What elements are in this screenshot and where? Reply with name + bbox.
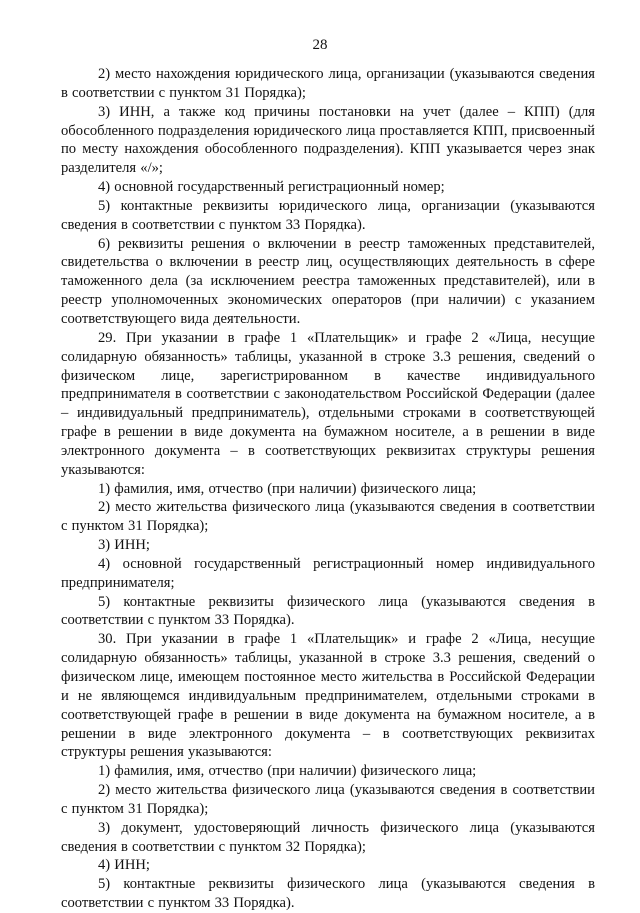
paragraph-entrepreneur-ogrn: 4) основной государственный регистрационный номер индивидуального предпринимателя; [61, 555, 595, 591]
paragraph-clause-29: 29. При указании в графе 1 «Плательщик» и графе 2 «Лица, несущие солидарную обязанность» таблицы, указанной в строке 3.3 решения, сведений о физическом лице, зарегистрированном в качестве индивидуального предпринимателя в соответствии с законодательством Российской Федерации (далее – индивидуальный предприниматель), отдельными строками в соответствующей графе в решении в виде документа на бумажном носителе, а в решении в виде электронного документа – в соответствующих реквизитах структуры решения указываются: [61, 329, 595, 478]
paragraph-legal-entity-inn-kpp: 3) ИНН, а также код причины постановки на учет (далее – КПП) (для обособленного подразделения юридического лица проставляется КПП, присвоенный по месту нахождения обособленного подразделения). КПП указывается через знак разделителя «/»; [61, 103, 595, 177]
paragraph-entrepreneur-name: 1) фамилия, имя, отчество (при наличии) физического лица; [98, 480, 477, 497]
paragraph-entrepreneur-contacts: 5) контактные реквизиты физического лица (указываются сведения в соответствии с пунктом 33 Порядка). [61, 593, 595, 629]
paragraph-individual-name: 1) фамилия, имя, отчество (при наличии) физического лица; [98, 763, 477, 780]
paragraph-individual-residence: 2) место жительства физического лица (указываются сведения в соответствии с пунктом 31 Порядка); [61, 782, 595, 817]
paragraph-individual-id-document: 3) документ, удостоверяющий личность физического лица (указываются сведения в соответствии с пунктом 32 Порядка); [61, 819, 595, 855]
paragraph-entrepreneur-residence: 2) место жительства физического лица (указываются сведения в соответствии с пунктом 31 Порядка); [61, 499, 595, 535]
paragraph-legal-entity-ogrn: 4) основной государственный регистрационный номер; [98, 179, 445, 196]
paragraph-legal-entity-location: 2) место нахождения юридического лица, организации (указываются сведения в соответствии с пунктом 31 Порядка); [61, 66, 595, 101]
paragraph-entrepreneur-inn: 3) ИНН; [98, 537, 150, 554]
paragraph-clause-30: 30. При указании в графе 1 «Плательщик» и графе 2 «Лица, несущие солидарную обязанность» таблицы, указанной в строке 3.3 решения, сведений о физическом лице, имеющем постоянное место жительства в Российской Федерации и не являющемся индивидуальным предпринимателем, отдельными строками в соответствующей графе в решении в виде документа на бумажном носителе, а в решении в виде электронного документа – в соответствующих реквизитах структуры решения указываются: [61, 631, 595, 761]
paragraph-legal-entity-contacts: 5) контактные реквизиты юридического лица, организации (указываются сведения в соответствии с пунктом 33 Порядка). [61, 197, 595, 233]
paragraph-individual-inn: 4) ИНН; [98, 857, 150, 874]
paragraph-individual-contacts: 5) контактные реквизиты физического лица (указываются сведения в соответствии с пунктом 33 Порядка). [61, 876, 595, 912]
document-body [61, 65, 595, 913]
paragraph-legal-entity-registry-details: 6) реквизиты решения о включении в реестр таможенных представителей, свидетельства о включении в реестр лиц, осуществляющих деятельность в сфере таможенного дела (за исключением реестра таможенных представителей), или в реестр уполномоченных экономических операторов (при наличии) с указанием соответствующего вида деятельности. [61, 235, 595, 327]
page-number: 28 [312, 37, 328, 53]
